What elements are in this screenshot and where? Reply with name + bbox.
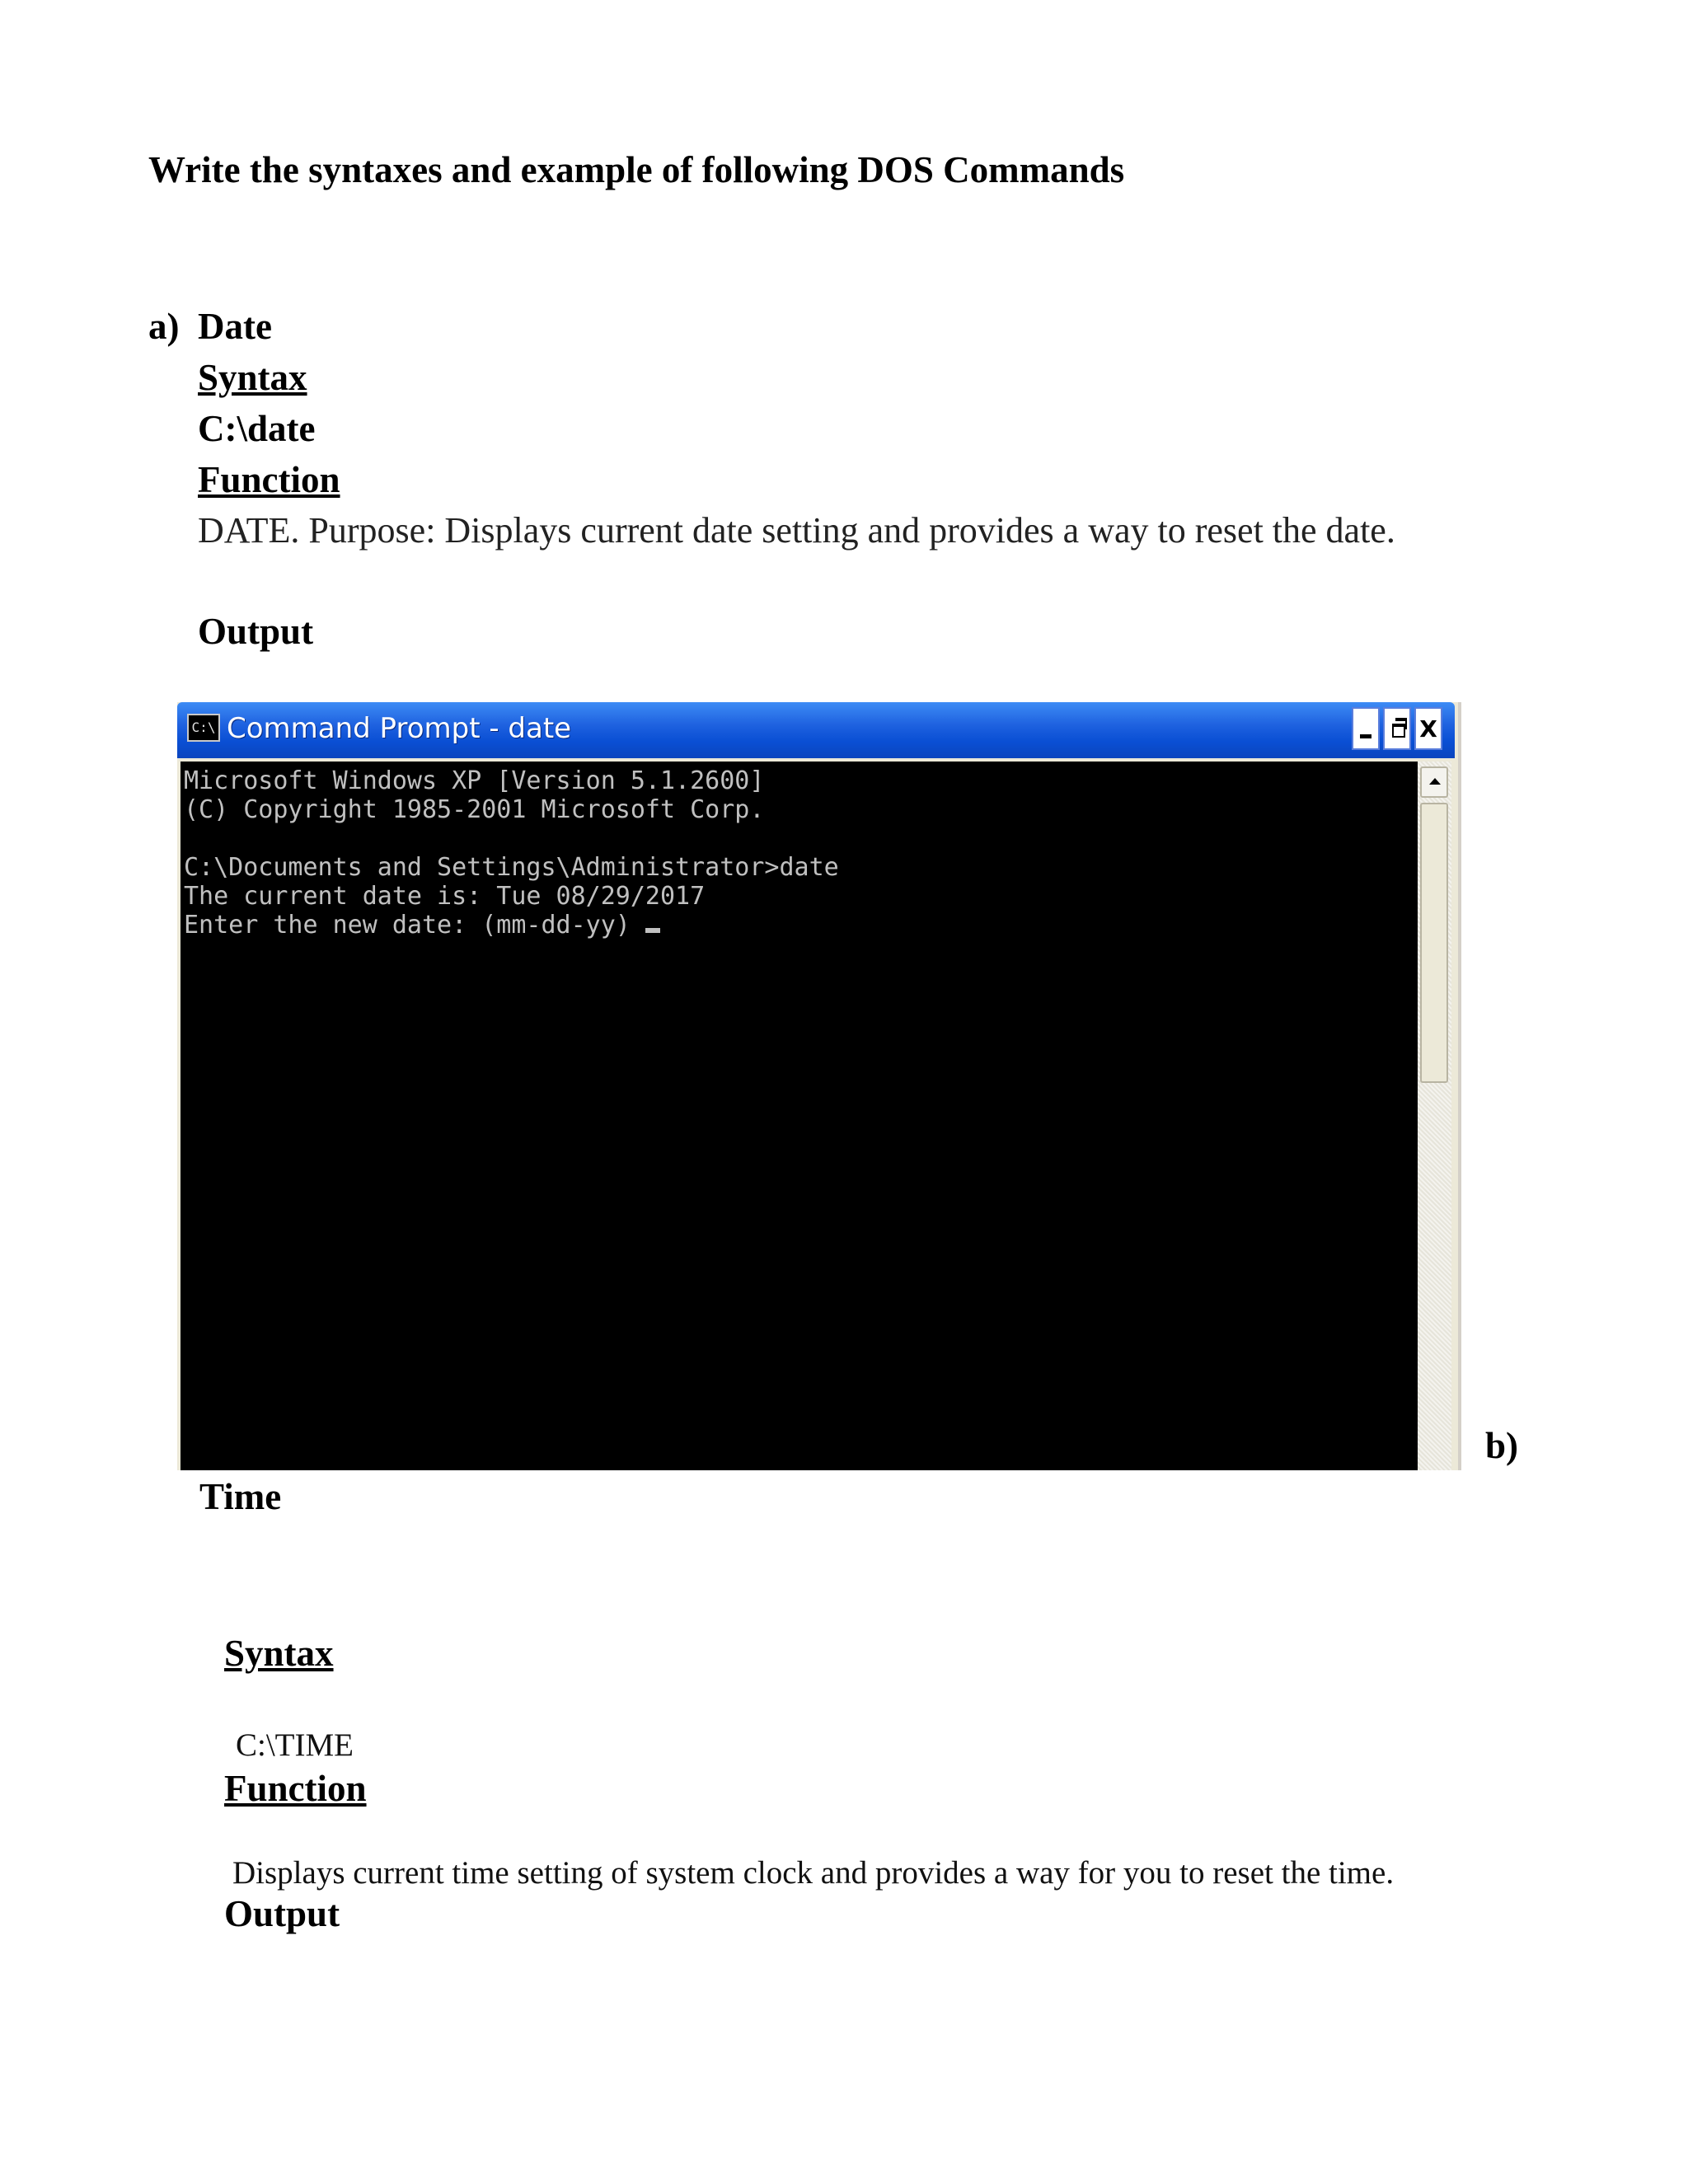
window-titlebar[interactable] bbox=[177, 702, 1455, 758]
console-line: The current date is: Tue 08/29/2017 bbox=[184, 882, 706, 911]
minimize-button[interactable] bbox=[1352, 707, 1380, 750]
arrow-up-icon bbox=[1429, 778, 1441, 785]
section-a-title: Date bbox=[198, 306, 272, 347]
command-prompt-window bbox=[177, 702, 1461, 1470]
close-button[interactable] bbox=[1414, 707, 1442, 750]
section-a-letter: a) bbox=[148, 306, 180, 347]
section-b-output-label: Output bbox=[224, 1893, 340, 1934]
console-prompt-line bbox=[184, 911, 660, 940]
section-a-syntax-label: Syntax bbox=[198, 357, 307, 398]
close-icon: X bbox=[1419, 715, 1437, 743]
minimize-icon bbox=[1360, 734, 1372, 738]
window-title: Command Prompt - date bbox=[227, 712, 572, 745]
section-a-function-label: Function bbox=[198, 459, 340, 500]
section-a-syntax-value: C:\date bbox=[198, 408, 316, 449]
scroll-up-button[interactable] bbox=[1420, 766, 1448, 798]
section-b-title: Time bbox=[199, 1476, 282, 1517]
section-a-output-label: Output bbox=[198, 611, 314, 652]
document-heading: Write the syntaxes and example of following DOS Commands bbox=[148, 149, 1125, 190]
cmd-app-icon: C:\ bbox=[187, 714, 220, 742]
console-output[interactable] bbox=[181, 762, 1418, 1470]
section-b-syntax-label: Syntax bbox=[224, 1633, 334, 1674]
vertical-scrollbar[interactable] bbox=[1418, 762, 1451, 1470]
restore-button[interactable] bbox=[1383, 707, 1411, 750]
console-line: Microsoft Windows XP [Version 5.1.2600] bbox=[184, 766, 765, 795]
scroll-thumb[interactable] bbox=[1420, 803, 1448, 1083]
section-b-function-text: Displays current time setting of system clock and provides a way for you to reset the time. bbox=[232, 1855, 1395, 1891]
section-b-syntax-value: C:\TIME bbox=[236, 1727, 354, 1763]
console-prompt-text: Enter the new date: (mm-dd-yy) bbox=[184, 911, 645, 940]
section-b-function-label: Function bbox=[224, 1768, 367, 1809]
section-a-function-text: DATE. Purpose: Displays current date setting and provides a way to reset the date. bbox=[198, 510, 1395, 551]
restore-icon bbox=[1392, 724, 1405, 738]
section-b-letter: b) bbox=[1485, 1425, 1519, 1466]
text-cursor bbox=[645, 928, 660, 933]
console-line: C:\Documents and Settings\Administrator>date bbox=[184, 853, 839, 882]
console-line: (C) Copyright 1985-2001 Microsoft Corp. bbox=[184, 795, 765, 824]
